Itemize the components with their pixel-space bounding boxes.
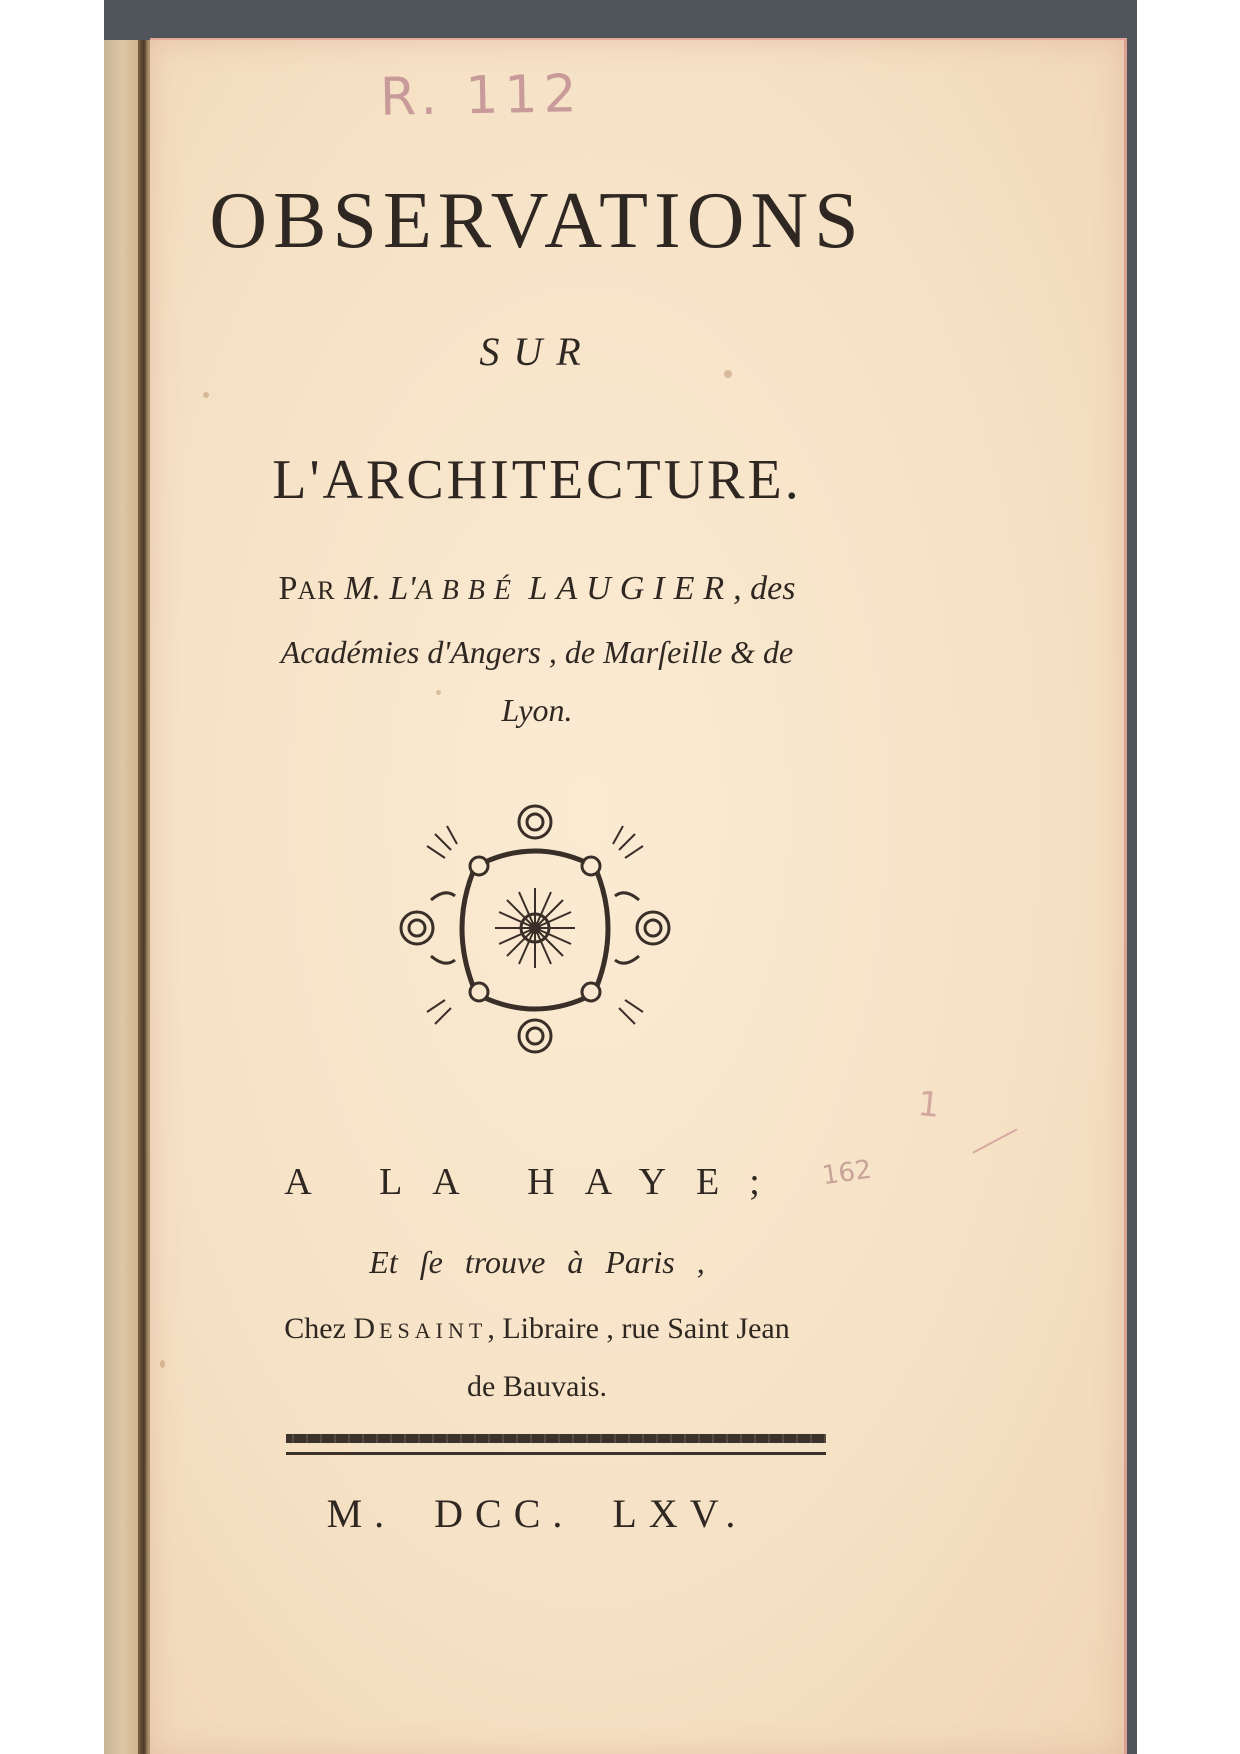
double-rule-thick <box>286 1434 826 1443</box>
pencil-note: 162 <box>820 1154 874 1192</box>
imprint-sold-at: Et ſe trouve à Paris , <box>369 1244 705 1280</box>
imprint-date <box>150 1490 924 1537</box>
author-par-rest: AR <box>297 576 336 605</box>
printers-ornament <box>395 800 675 1062</box>
book-binding <box>104 40 156 1754</box>
pencil-mark: 1 <box>915 1083 942 1127</box>
double-rule-thin <box>286 1452 826 1455</box>
imprint-bookseller <box>150 1312 924 1346</box>
bookseller-suffix: , Libraire , rue Saint Jean <box>487 1312 790 1345</box>
binding-gutter <box>138 40 148 1754</box>
foxing-spot <box>203 392 209 398</box>
title-main: OBSERVATIONS <box>209 177 865 265</box>
title-subject: L'ARCHITECTURE. <box>272 449 802 511</box>
imprint-place: A LA HAYE; <box>284 1161 790 1203</box>
author-prefix: M. L' <box>344 570 416 607</box>
author-name: LAUGIER <box>528 570 734 607</box>
author-line <box>150 570 924 608</box>
author-abbe: ABBÉ <box>415 575 520 606</box>
author-par-initial: P <box>278 570 298 607</box>
imprint-date-text: M. DCC. LXV. <box>326 1491 748 1536</box>
author-suffix: , des <box>733 570 796 607</box>
title-connector: SUR <box>479 329 595 374</box>
shelfmark-annotation: R. 112 <box>379 64 584 128</box>
bookseller-prefix: Chez <box>284 1312 346 1345</box>
bookseller-initial: D <box>353 1312 380 1345</box>
author-affiliations: Académies d'Angers , de Marſeille & de <box>280 634 794 670</box>
bookseller-name: ESAINT <box>379 1318 488 1343</box>
imprint-street-end: de Bauvais. <box>467 1370 607 1403</box>
foxing-spot <box>160 1360 165 1368</box>
author-affiliations-end: Lyon. <box>501 692 573 728</box>
